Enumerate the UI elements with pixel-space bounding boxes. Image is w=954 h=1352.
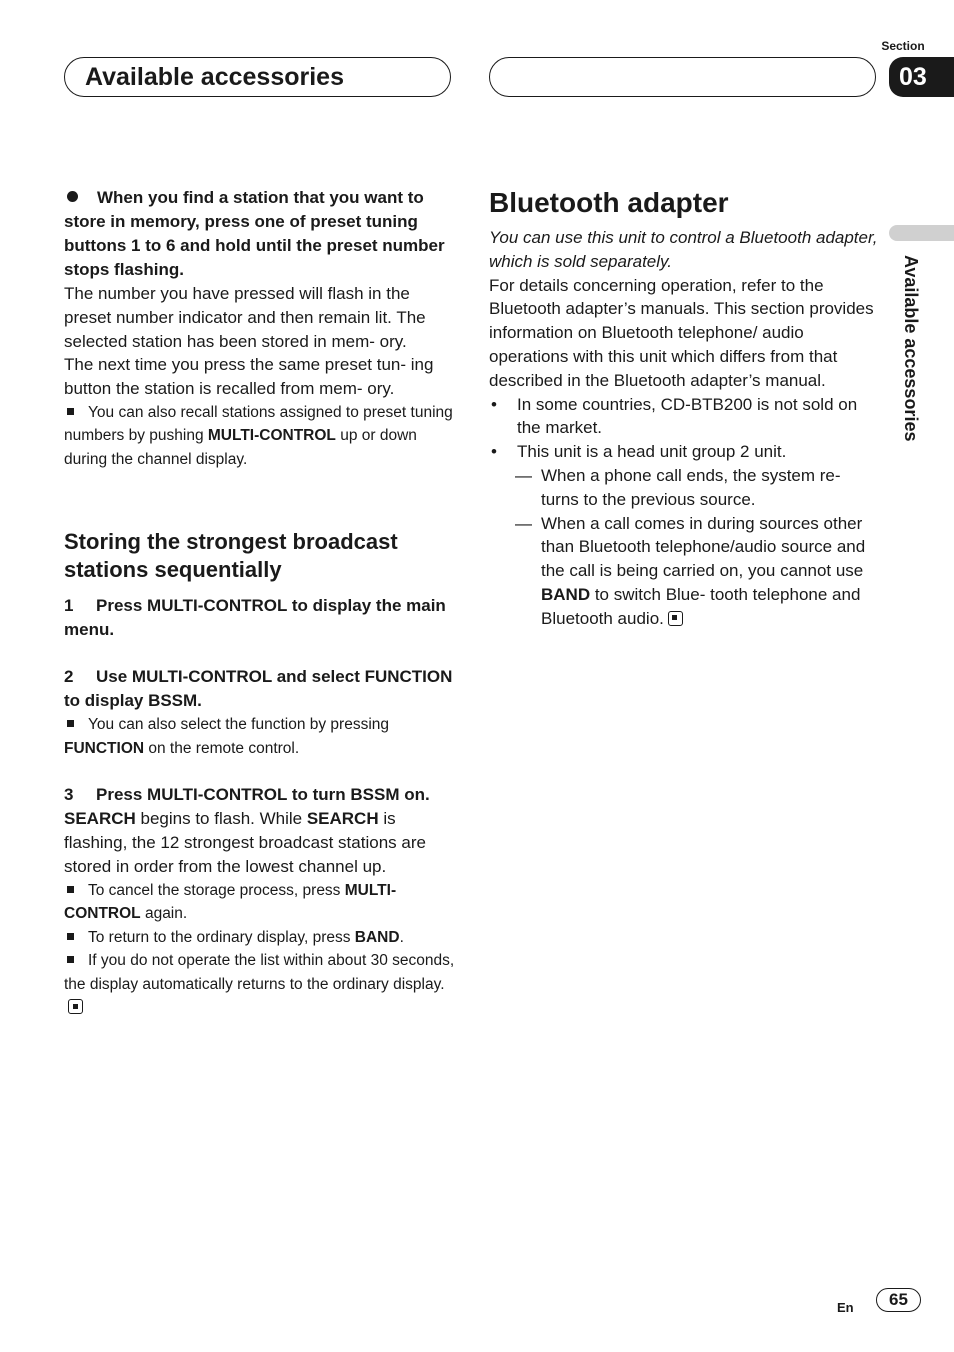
header-title-box: [64, 57, 451, 97]
section-title: Bluetooth adapter: [489, 187, 729, 218]
bullet-item: • This unit is a head unit group 2 unit.: [491, 442, 787, 462]
section-label: Section: [881, 39, 925, 53]
paragraph: SEARCH begins to flash. While SEARCH is flashing, the 12 strongest broadcast stations are stored in order from the lowest channel up.: [64, 809, 426, 877]
step-1: 1 Press MULTI-CONTROL to display the main menu.: [64, 596, 446, 640]
footer-language: En: [837, 1300, 854, 1315]
header-empty-box: [489, 57, 876, 97]
dash-item: — When a call comes in during sources other than Bluetooth telephone/audio source and the call is being carried on, you cannot use BAND to switch Blue- tooth telephone and Bluetooth audio.: [515, 513, 866, 628]
note: If you do not operate the list within about 30 seconds, the display automatically returns to the ordinary display.: [64, 949, 456, 1020]
bullet-item: • In some countries, CD-BTB200 is not sold on the market.: [491, 394, 858, 438]
subheading: Storing the strongest broadcast stations sequentially: [64, 529, 398, 583]
step-3: 3 Press MULTI-CONTROL to turn BSSM on.: [64, 785, 430, 805]
left-column: [64, 186, 456, 1020]
paragraph: The next time you press the same preset tun- ing button the station is recalled from mem- ory.: [64, 355, 434, 399]
square-bullet-icon: [67, 933, 74, 940]
square-bullet-icon: [67, 720, 74, 727]
note: You can also select the function by pressing FUNCTION on the remote control.: [64, 716, 390, 757]
square-bullet-icon: [67, 956, 74, 963]
bullet-dot-icon: [67, 191, 78, 202]
square-bullet-icon: [67, 408, 74, 415]
header-title: Available accessories: [85, 63, 344, 91]
note: To return to the ordinary display, press BAND.: [64, 926, 456, 950]
page-number: 65: [876, 1288, 921, 1312]
intro-heading: When you find a station that you want to store in memory, press one of preset tuning buttons 1 to 6 and hold until the preset number stops flashing.: [64, 188, 445, 279]
section-number: 03: [889, 57, 954, 97]
right-column: [489, 186, 879, 631]
end-mark-icon: [668, 611, 683, 626]
note: You can also recall stations assigned to preset tuning numbers by pushing MULTI-CONTROL up or down during the channel display.: [64, 403, 453, 468]
note: To cancel the storage process, press MULTI-CONTROL again.: [64, 881, 397, 923]
step-2: 2 Use MULTI-CONTROL and select FUNCTION to display BSSM.: [64, 667, 453, 711]
side-label: Available accessories: [901, 255, 921, 442]
square-bullet-icon: [67, 886, 74, 893]
paragraph: For details concerning operation, refer to the Bluetooth adapter’s manuals. This section provides information on Bluetooth telephone/ audio operations with this unit which differs from that described in the Bluetooth adapter’s manual.: [489, 275, 874, 390]
intro-italic: You can use this unit to control a Bluetooth adapter, which is sold separately.: [489, 228, 878, 271]
end-mark-icon: [68, 999, 83, 1014]
side-tab-marker: [889, 225, 954, 241]
dash-item: — When a phone call ends, the system re- turns to the previous source.: [515, 465, 841, 509]
paragraph: The number you have pressed will flash in the preset number indicator and then remain lit. The selected station has been stored in mem- ory.: [64, 284, 426, 351]
